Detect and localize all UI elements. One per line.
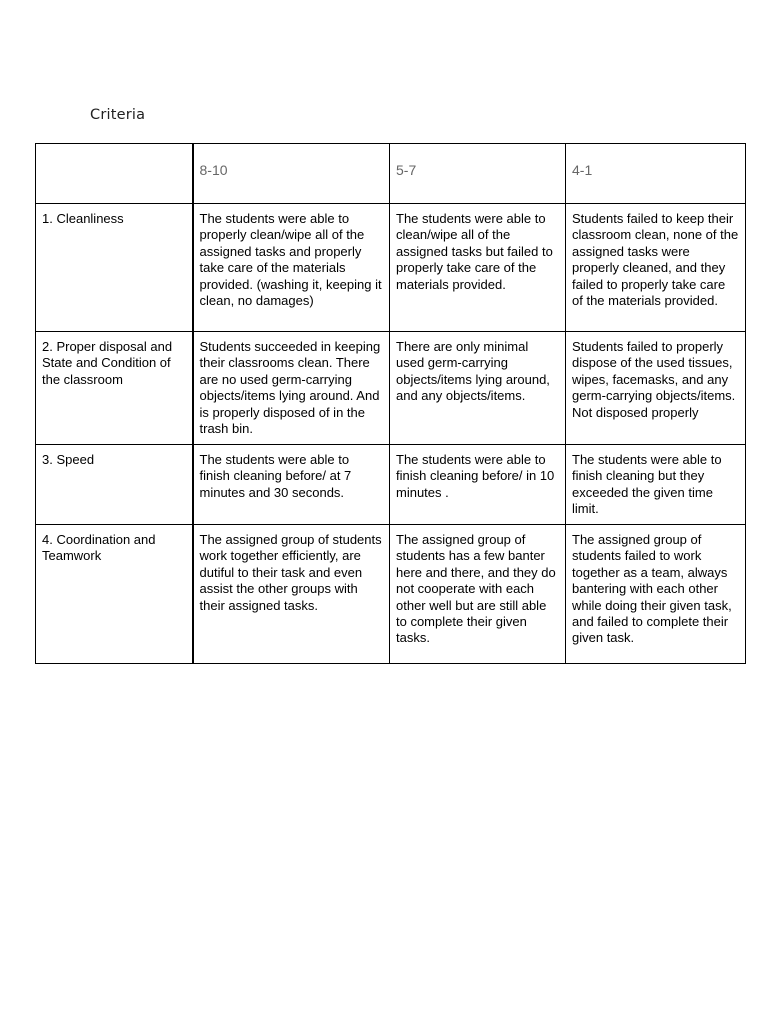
score-4-1-cell: The assigned group of students failed to work together as a team, always bantering with each other while doing their given task, and failed to complete their given task. (566, 525, 746, 664)
score-5-7-cell: The students were able to finish cleaning before/ in 10 minutes . (390, 445, 566, 525)
score-5-7-cell: There are only minimal used germ-carrying objects/items lying around, and any objects/items. (390, 332, 566, 445)
header-cell-5-7: 5-7 (390, 144, 566, 204)
score-4-1-cell: The students were able to finish cleaning but they exceeded the given time limit. (566, 445, 746, 525)
table-row (36, 332, 746, 445)
table-row (36, 525, 746, 664)
score-4-1-cell: Students failed to keep their classroom clean, none of the assigned tasks were properly cleaned, and they failed to properly take care of the materials provided. (566, 204, 746, 332)
score-5-7-cell: The assigned group of students has a few banter here and there, and they do not cooperate with each other well but are still able to complete their given tasks. (390, 525, 566, 664)
criterion-cell: 3. Speed (36, 445, 193, 525)
score-4-1-cell: Students failed to properly dispose of the used tissues, wipes, facemasks, and any germ-carrying objects/items. Not disposed properly (566, 332, 746, 445)
header-cell-4-1: 4-1 (566, 144, 746, 204)
table-header-row (36, 144, 746, 204)
score-8-10-cell: The students were able to finish cleaning before/ at 7 minutes and 30 seconds. (193, 445, 390, 525)
table-row (36, 204, 746, 332)
score-8-10-cell: The students were able to properly clean/wipe all of the assigned tasks and properly take care of the materials provided. (washing it, keeping it clean, no damages) (193, 204, 390, 332)
criterion-cell: 4. Coordination and Teamwork (36, 525, 193, 664)
score-8-10-cell: Students succeeded in keeping their classrooms clean. There are no used germ-carrying objects/items lying around. And is properly disposed of in the trash bin. (193, 332, 390, 445)
criterion-cell: 2. Proper disposal and State and Condition of the classroom (36, 332, 193, 445)
page-title: Criteria (90, 107, 146, 123)
rubric-table (35, 143, 746, 664)
header-cell-criteria (36, 144, 193, 204)
header-cell-8-10: 8-10 (193, 144, 390, 204)
score-5-7-cell: The students were able to clean/wipe all of the assigned tasks but failed to properly take care of the materials provided. (390, 204, 566, 332)
score-8-10-cell: The assigned group of students work together efficiently, are dutiful to their task and even assist the other groups with their assigned tasks. (193, 525, 390, 664)
table-row (36, 445, 746, 525)
criterion-cell: 1. Cleanliness (36, 204, 193, 332)
